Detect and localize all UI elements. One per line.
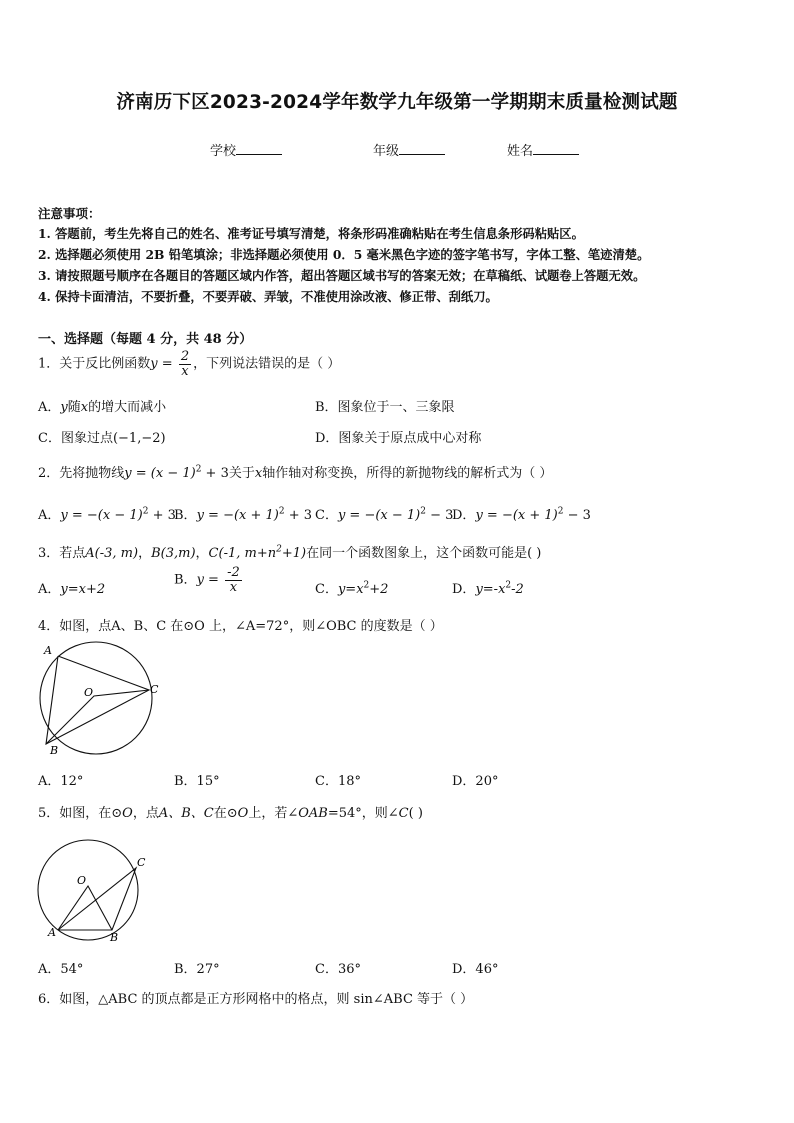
- q3-option-b: [174, 566, 244, 594]
- section-heading: 一、选择题（每题 4 分，共 48 分）: [38, 332, 253, 347]
- q3-b-den: x: [229, 579, 238, 595]
- question-6: 6．如图，△ABC 的顶点都是正方形网格中的格点，则 sin∠ABC 等于（ ）: [38, 992, 474, 1007]
- q4-circle: [40, 642, 152, 754]
- q3-c-sup2: 2: [363, 580, 370, 591]
- q5-mid2: 在⊙: [213, 806, 238, 821]
- q5-label-o: O: [77, 874, 87, 887]
- grade-field: [373, 140, 445, 159]
- school-field: [210, 140, 282, 159]
- q3-sep2: ，: [195, 546, 209, 561]
- q1-eq: =: [157, 356, 177, 372]
- note-3: 3. 请按照题号顺序在各题目的答题区域内作答，超出答题区域书写的答案无效；在草稿纸、试题卷上答题无效。: [38, 268, 646, 283]
- q3-stem-end: 在同一个函数图象上，这个函数可能是( ): [306, 546, 542, 561]
- q5-label-a: A: [48, 926, 56, 939]
- q3-b-fraction: [225, 566, 242, 594]
- q3-a-label: A．: [38, 582, 61, 597]
- q3-b-label: B．: [174, 572, 197, 588]
- question-1: [38, 350, 340, 378]
- q1-fraction: [179, 350, 191, 378]
- q4-label-a: A: [44, 644, 52, 657]
- q4-label-c: C: [150, 683, 159, 696]
- note-4: 4. 保持卡面清洁，不要折叠，不要弄破、弄皱，不准使用涂改液、修正带、刮纸刀。: [38, 289, 498, 304]
- grade-label: 年级: [373, 144, 400, 159]
- q5-mid3: 上，若∠: [248, 806, 299, 821]
- q5-mid4: =54°，则∠: [327, 806, 399, 821]
- q2-x: x: [254, 466, 263, 481]
- q3-d-sup: 2: [505, 580, 512, 591]
- q3-option-c: [315, 578, 388, 597]
- q3-d-tail: -2: [511, 582, 524, 597]
- q2-d-label: D．: [452, 508, 476, 523]
- q5-option-c: C．36°: [315, 962, 361, 977]
- q5-option-b: B．27°: [174, 962, 220, 977]
- q2-d-tail: − 3: [563, 508, 591, 523]
- q1-a-post: 的增大而减小: [88, 400, 167, 415]
- q1-option-d: D．图象关于原点成中心对称: [315, 431, 482, 446]
- q3-option-d: [452, 578, 524, 597]
- grade-blank: [399, 141, 445, 155]
- q1-stem-end: ，下列说法错误的是（ ）: [193, 356, 341, 372]
- name-blank: [533, 141, 579, 155]
- school-blank: [236, 141, 282, 155]
- name-field: [507, 140, 579, 159]
- q1-frac-den: x: [181, 363, 189, 379]
- q4-option-d: D．20°: [452, 774, 499, 789]
- q2-a-exp: 2: [142, 506, 149, 517]
- q2-stem: 2．先将抛物线: [38, 466, 125, 481]
- q2-a-label: A．: [38, 508, 61, 523]
- q4-option-b: B．15°: [174, 774, 220, 789]
- question-5: [38, 802, 423, 821]
- q5-option-d: D．46°: [452, 962, 499, 977]
- q5-label-c: C: [137, 856, 146, 869]
- q2-plus: + 3: [201, 466, 229, 481]
- q4-triangle: [46, 656, 149, 744]
- q3-point-a: A(-3, m): [85, 546, 139, 561]
- q5-circle-figure: [30, 838, 160, 948]
- note-2: 2. 选择题必须使用 2B 铅笔填涂；非选择题必须使用 0．5 毫米黑色字迹的签字笔书写，字体工整、笔迹清楚。: [38, 247, 650, 262]
- q4-circle-figure: [28, 640, 168, 760]
- q5-points: A、B、C: [158, 806, 214, 821]
- q3-point-b: B(3,m): [151, 546, 196, 561]
- q2-b-exp: 2: [278, 506, 285, 517]
- q3-stem: 3．若点: [38, 546, 86, 561]
- q3-a-expr: y=x+2: [60, 582, 106, 597]
- q2-c-tail: − 3: [426, 508, 454, 523]
- q4-label-b: B: [50, 744, 59, 757]
- q1-frac-num: 2: [180, 349, 190, 364]
- q5-mid1: ，点: [132, 806, 159, 821]
- q1-a-x: x: [80, 400, 89, 415]
- q3-c-sup: 2: [276, 544, 282, 555]
- q5-angle: OAB: [298, 806, 328, 821]
- q2-c-expr: y = −(x − 1): [337, 508, 421, 523]
- q2-b-label: B．: [174, 508, 197, 523]
- q3-b-y: y: [196, 572, 204, 588]
- q5-triangle: [58, 868, 136, 930]
- q2-c-label: C．: [315, 508, 338, 523]
- q2-option-b: [174, 504, 312, 523]
- q3-d-label: D．: [452, 582, 476, 597]
- q2-c-exp: 2: [420, 506, 426, 517]
- school-label: 学校: [210, 144, 237, 159]
- q3-c-end: +1): [281, 546, 307, 561]
- q2-d-exp: 2: [557, 506, 564, 517]
- q3-b-num: -2: [227, 565, 240, 580]
- q2-stem-end: 轴作轴对称变换，所得的新抛物线的解析式为（ ）: [262, 466, 553, 481]
- q4-option-a: A．12°: [38, 774, 84, 789]
- q4-option-c: C．18°: [315, 774, 361, 789]
- q1-c-point: (−1,−2): [112, 431, 166, 446]
- q2-d-expr: y = −(x + 1): [475, 508, 558, 523]
- q3-c-tail: +2: [369, 582, 389, 597]
- question-4: 4．如图，点A、B、C 在⊙O 上，∠A=72°，则∠OBC 的度数是（ ）: [38, 619, 443, 634]
- q3-b-eq: =: [203, 572, 224, 588]
- q3-c-expr: y=x: [337, 582, 364, 597]
- q2-b-tail: + 3: [284, 508, 313, 523]
- name-label: 姓名: [507, 144, 534, 159]
- q1-option-b: B．图象位于一、三象限: [315, 400, 455, 415]
- q4-label-o: O: [84, 686, 94, 699]
- q1-option-a: [38, 396, 166, 415]
- q5-c: C: [398, 806, 409, 821]
- q2-option-a: [38, 504, 176, 523]
- q1-stem: 1．关于反比例函数: [38, 356, 151, 372]
- note-1: 1. 答题前，考生先将自己的姓名、准考证号填写清楚，将条形码准确粘贴在考生信息条形码粘贴区。: [38, 226, 584, 241]
- q5-option-a: A．54°: [38, 962, 84, 977]
- notes-heading: 注意事项：: [38, 206, 101, 221]
- q1-a-mid: 随: [67, 400, 81, 415]
- q5-o1: O: [122, 806, 133, 821]
- q2-a-expr: y = −(x − 1): [60, 508, 143, 523]
- q3-d-expr: y=-x: [475, 582, 506, 597]
- q2-a-tail: + 3: [148, 508, 176, 523]
- q2-b-expr: y = −(x + 1): [196, 508, 279, 523]
- q5-circle: [38, 840, 138, 940]
- q5-o2: O: [237, 806, 249, 821]
- q5-stem-end: ( ): [408, 806, 423, 821]
- q3-option-a: [38, 578, 105, 597]
- q2-exp: 2: [195, 464, 202, 475]
- q2-mid: 关于: [228, 466, 255, 481]
- q2-expr: y = (x − 1): [124, 466, 196, 481]
- q1-c-label: C．图象过点: [38, 431, 113, 446]
- q2-option-d: [452, 504, 591, 523]
- q1-a-label: A．: [38, 400, 61, 415]
- q2-option-c: [315, 504, 453, 523]
- q5-stem: 5．如图，在⊙: [38, 806, 123, 821]
- question-2: [38, 462, 552, 481]
- page-title: 济南历下区2023-2024学年数学九年级第一学期期末质量检测试题: [116, 92, 678, 113]
- q5-label-b: B: [110, 931, 119, 944]
- q1-y: y: [150, 356, 158, 372]
- q3-c-label: C．: [315, 582, 338, 597]
- q3-point-c: C(-1, m+n: [208, 546, 277, 561]
- q1-a-y: y: [60, 400, 68, 415]
- q3-sep1: ，: [138, 546, 152, 561]
- question-3: [38, 542, 541, 561]
- q1-option-c: [38, 427, 166, 446]
